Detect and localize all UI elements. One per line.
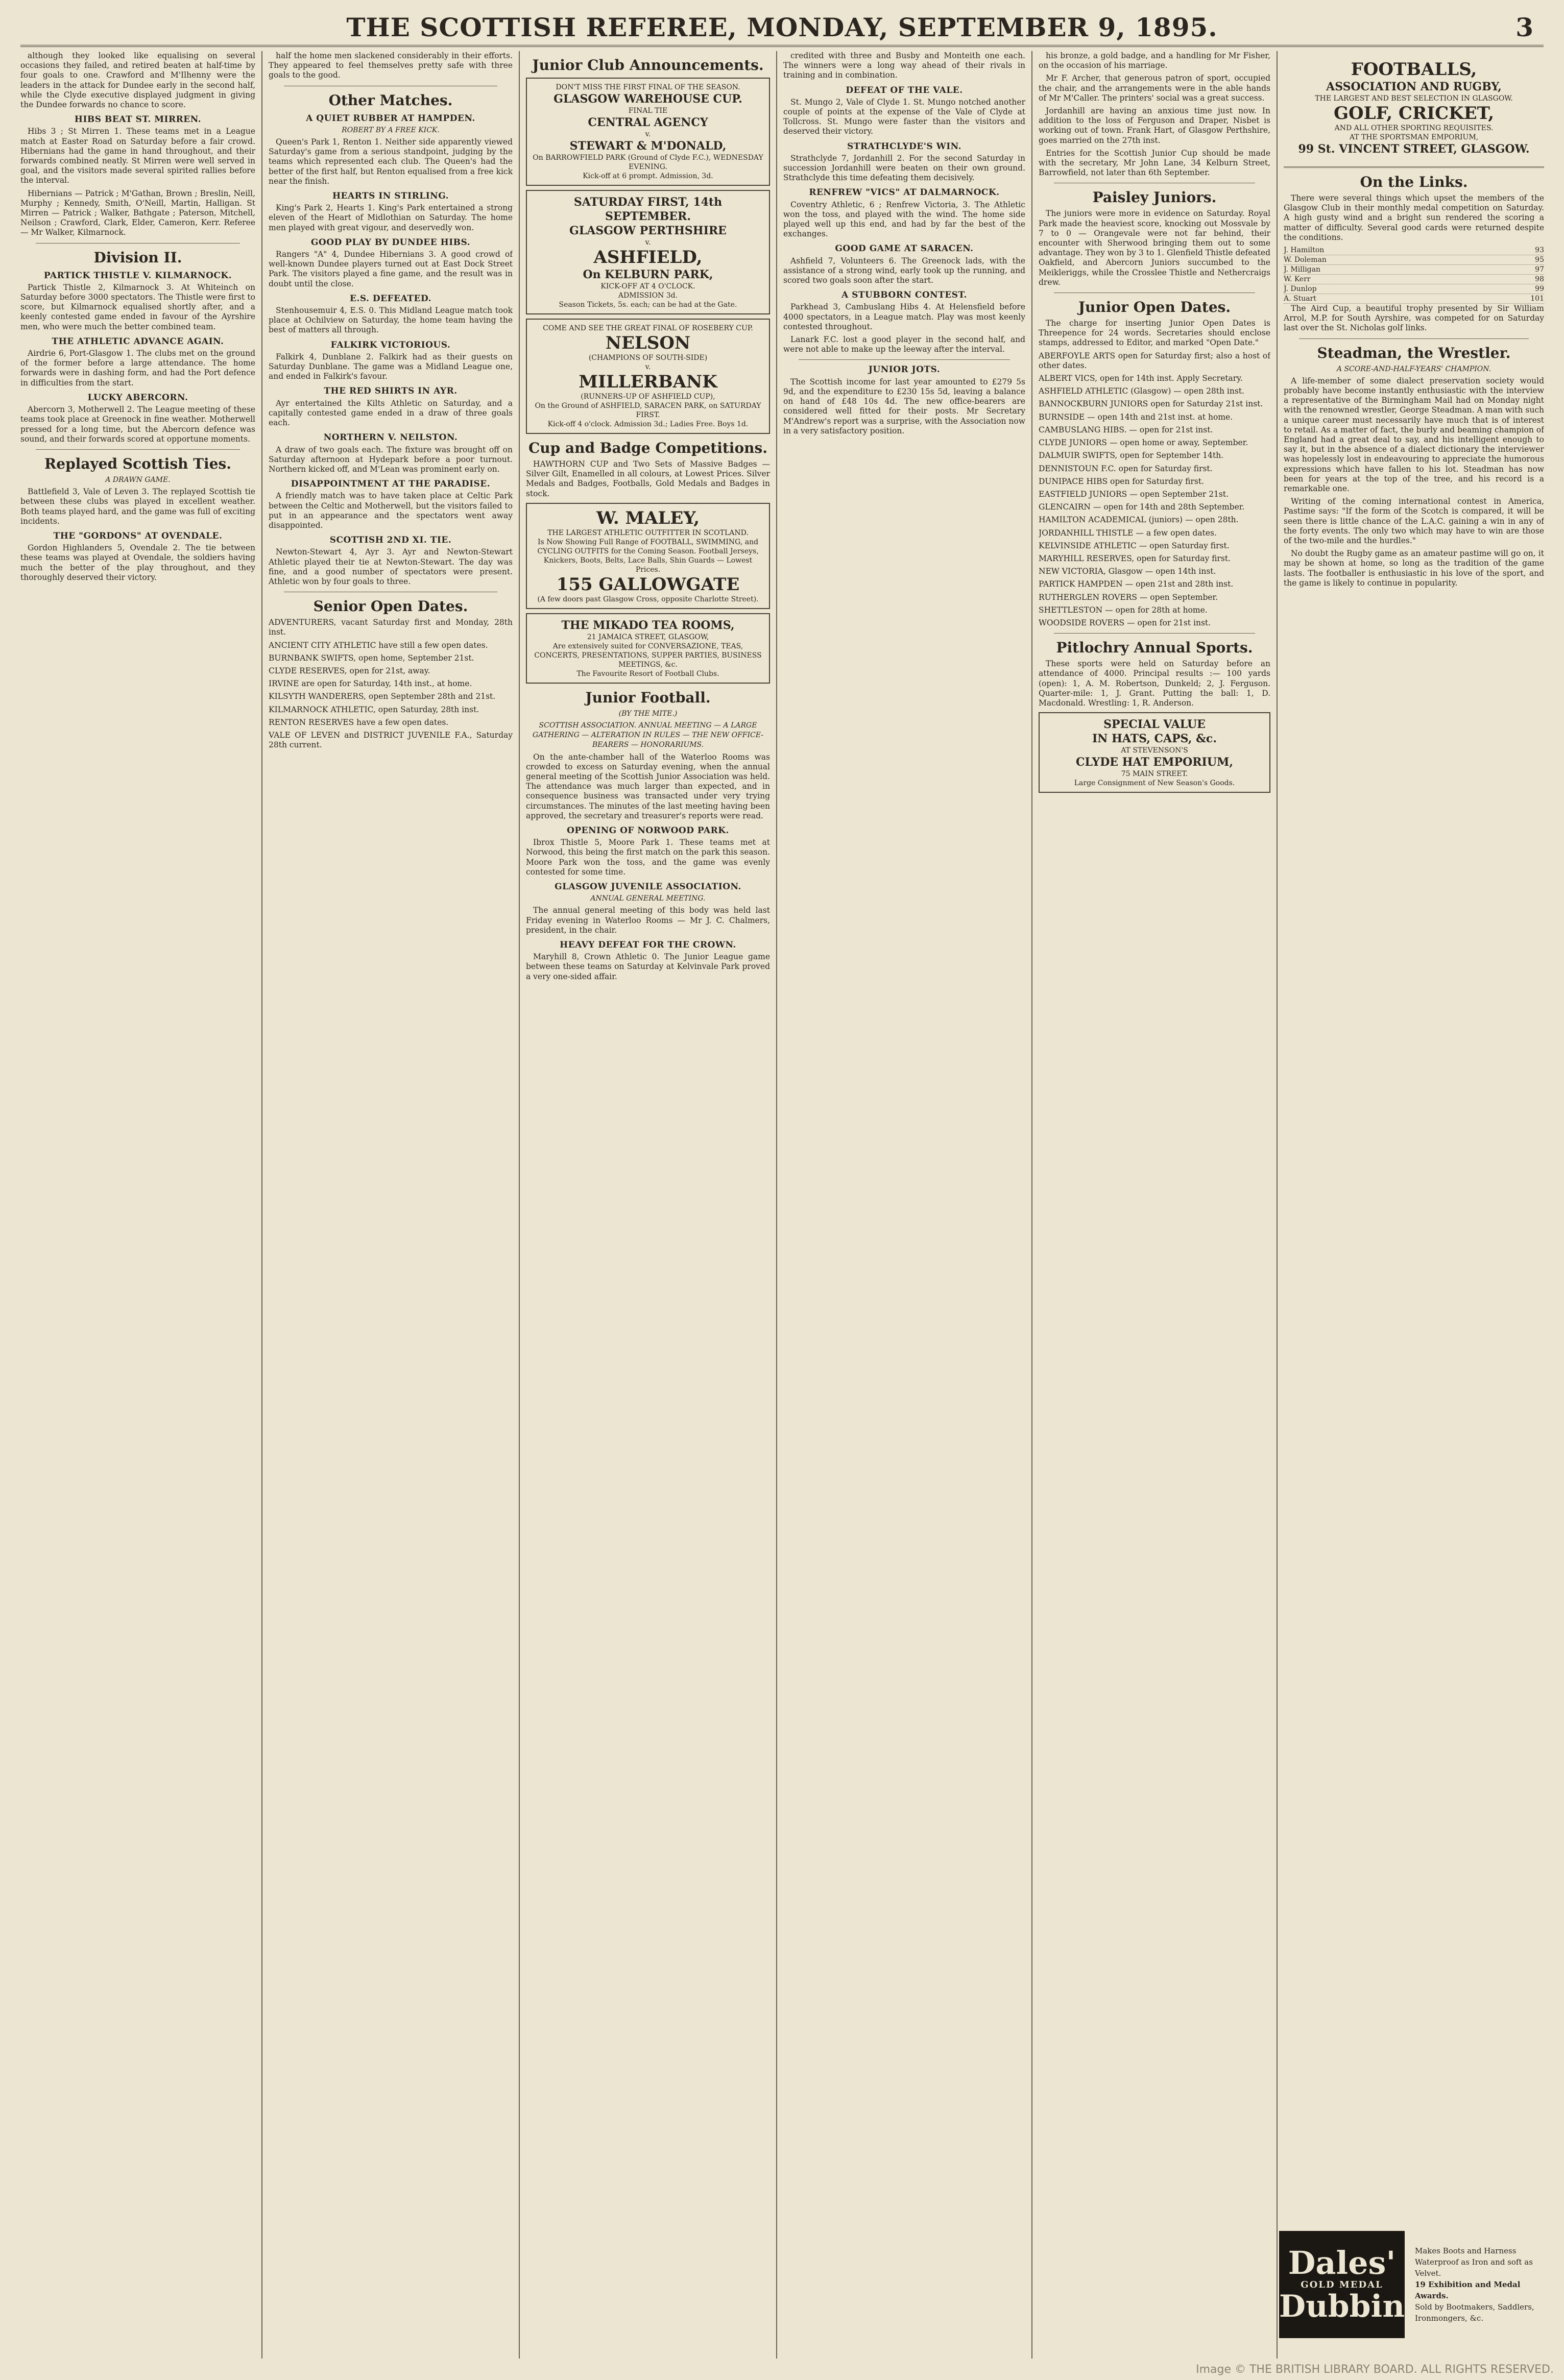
article-heading: THE ATHLETIC ADVANCE AGAIN. [52,336,224,347]
junior-open-dates-list [1039,351,1270,628]
player-score: 98 [1535,275,1544,284]
article-heading: E.S. DEFEATED. [349,293,432,304]
open-date-item: KILSYTH WANDERERS, open September 28th and 21st. [269,692,496,701]
article-heading: GOOD GAME AT SARACEN. [835,244,974,254]
open-date-item: WOODSIDE ROVERS — open for 21st inst. [1039,618,1211,627]
maley-ad [526,503,770,609]
ad-team: ASHFIELD, [593,247,703,268]
ad-text: 19 Exhibition and Medal Awards. [1414,2280,1521,2300]
open-date-item: MARYHILL RESERVES, open for Saturday first. [1039,553,1231,563]
article-text: King's Park 2, Hearts 1. King's Park entertained a strong eleven of the Heart of Midlothian on Saturday. The home men played with great vigour, and deservedly won. [269,203,513,232]
article-heading: SCOTTISH 2ND XI. TIE. [329,535,452,546]
article-text: Falkirk 4, Dunblane 2. Falkirk had as their guests on Saturday Dunblane. The game was a Midland League one, and ended in Falkirk's favour. [269,352,513,381]
article-heading: HEAVY DEFEAT FOR THE CROWN. [560,940,736,951]
logo-text: Dubbin [1279,2288,1405,2324]
article-heading: DISAPPOINTMENT AT THE PARADISE. [291,479,491,490]
open-date-item: DENNISTOUN F.C. open for Saturday first. [1039,464,1213,473]
article-text: HAWTHORN CUP and Two Sets of Massive Badges — Silver Gilt, Enamelled in all colours, at Lowest Prices. Silver Medals and Badges, Footballs, Gold Medals and Badges in stock. [526,459,770,498]
open-date-item: ANCIENT CITY ATHLETIC have still a few open dates. [269,640,488,650]
ad-address: 75 MAIN STREET. [1121,770,1188,779]
ad-text: Kick-off at 6 prompt. Admission, 3d. [583,172,713,180]
open-date-item: DUNIPACE HIBS open for Saturday first. [1039,476,1204,486]
ad-text: CLYDE HAT EMPORIUM, [1075,756,1234,769]
divider [36,449,240,450]
article-text: A draw of two goals each. The fixture was brought off on Saturday afternoon at Hydepark before a poor turnout. Northern kicked off, and M'Lean was prominent early on. [269,445,513,474]
article-text: Coventry Athletic, 6 ; Renfrew Victoria, 3. The Athletic won the toss, and played with the wind. The home side played well up this end, and had by far the best of the exchanges. [783,200,1025,239]
ad-text: GOLF, CRICKET, [1333,103,1495,124]
ad-text: THE LARGEST AND BEST SELECTION IN GLASGOW. [1315,94,1513,103]
byline: (BY THE MITE.) [618,709,678,718]
open-date-item: HAMILTON ACADEMICAL (juniors) — open 28th. [1039,515,1239,525]
article-heading: A STUBBORN CONTEST. [841,290,967,301]
open-date-item: ADVENTURERS, vacant Saturday first and Monday, 28th inst. [269,618,513,637]
stevenson-hat-ad [1039,712,1270,793]
ad-text: v. [645,238,651,247]
open-date-item: BURNBANK SWIFTS, open home, September 21st. [269,653,474,663]
article-heading: OPENING OF NORWOOD PARK. [567,825,729,836]
dales-dubbin-logo [1279,2231,1405,2338]
ad-text: v. [645,130,651,138]
open-date-item: VALE OF LEVEN and DISTRICT JUVENILE F.A., Saturday 28th current. [269,730,513,750]
open-date-item: ASHFIELD ATHLETIC (Glasgow) — open 28th inst. [1039,386,1244,396]
article-text: Ibrox Thistle 5, Moore Park 1. These teams met at Norwood, this being the first match on the park this season. Moore Park won the toss, and the game was evenly contested for some time. [526,838,770,877]
player-name: J. Hamilton [1284,246,1325,255]
ad-text: Season Tickets, 5s. each; can be had at the Gate. [559,301,737,309]
ad-text: On BARROWFIELD PARK (Ground of Clyde F.C.), WEDNESDAY EVENING. [533,154,763,171]
ad-text: Kick-off 4 o'clock. Admission 3d.; Ladies Free. Boys 1d. [547,420,749,428]
open-date-item: SHETTLESTON — open for 28th at home. [1039,605,1208,615]
open-date-item: BURNSIDE — open 14th and 21st inst. at home. [1039,412,1233,422]
article-subheading: SCOTTISH ASSOCIATION. ANNUAL MEETING — A LARGE GATHERING — ALTERATION IN RULES — THE NEW OFFICE-BEARERS — HONORARIUMS. [533,721,763,749]
player-score: 101 [1530,295,1544,303]
section-heading: Cup and Badge Competitions. [528,440,767,456]
article-text: The annual general meeting of this body was held last Friday evening in Waterloo Rooms — Mr J. C. Chalmers, president, in the chair. [526,906,770,935]
rosebery-cup-ad [526,319,770,434]
article-heading: THE "GORDONS" AT OVENDALE. [53,530,223,541]
article-subheading: A SCORE-AND-HALF-YEARS' CHAMPION. [1336,365,1491,373]
player-name: W. Kerr [1284,275,1311,284]
ad-team: STEWART & M'DONALD, [569,139,727,153]
article-text: The Scottish income for last year amounted to £279 5s 9d, and the expenditure to £230 15s 5d, leaving a balance on hand of £48 10s 4d. The new office-bearers are considered well fitted for their posts. Mr Secretary M'Andrew's report was a surprise, with the Association now in a very satisfactory position. [783,377,1025,435]
article-text: The charge for inserting Junior Open Dates is Threepence for 24 words. Secretaries should enclose stamps, addressed to Editor, and marked "Open Date." [1039,319,1270,348]
player-score: 93 [1535,246,1544,255]
open-date-item: NEW VICTORIA, Glasgow — open 14th inst. [1039,567,1216,576]
section-heading: Replayed Scottish Ties. [44,455,231,472]
open-date-item: ABERFOYLE ARTS open for Saturday first; also a host of other dates. [1039,351,1270,370]
ad-address: 99 St. VINCENT STREET, GLASGOW. [1298,142,1530,156]
article-heading: HIBS BEAT ST. MIRREN. [74,114,202,125]
ad-text: (CHAMPIONS OF SOUTH-SIDE) [588,354,708,362]
ad-text: AT THE SPORTSMAN EMPORIUM, [1349,133,1479,141]
section-heading: Junior Club Announcements. [532,57,764,74]
page-number: 3 [1515,12,1533,42]
article-text: Partick Thistle 2, Kilmarnock 3. At Whiteinch on Saturday before 3000 spectators. The Thistle were first to score, but Kilmarnock equalised shortly after, and a keenly contested game ended in favour of the Ayrshire men, who were much the better combined team. [20,282,255,331]
table-row [1284,246,1544,255]
section-heading: Steadman, the Wrestler. [1317,344,1511,361]
table-row [1284,265,1544,275]
article-text: Ashfield 7, Volunteers 6. The Greenock lads, with the assistance of a strong wind, early took up the running, and scored two goals soon after the start. [783,256,1025,285]
player-score: 95 [1535,256,1544,264]
ad-team: MILLERBANK [579,372,717,392]
divider [1284,166,1544,168]
article-text: A life-member of some dialect preservation society would probably have become instantly enthusiastic with the interview a representative of the Birmingham Mail had on Monday night with the renowned wrestler, George Steadman. A man with such a unique career must necessarily have much that is of interest to retail. As a matter of fact, the burly and beaming champion of England had a great deal to say, and his intelligent enough to say it, but in the absence of a dialect dictionary the interviewer was hopelessly lost in endeavouring to appreciate the humorous expressions which have fallen to his lot. Steadman has now been for years at the top of the tree, and his record is a remarkable one. [1284,376,1544,494]
ad-text: Is Now Showing Full Range of FOOTBALL, SWIMMING, and CYCLING OUTFITS for the Coming Season. Football Jerseys, Knickers, Boots, Belts, Lace Balls, Shin Guards — Lowest Prices. [537,538,759,574]
article-text: Writing of the coming international contest in America, Pastime says: "If the form of the Scotch is compared, it will be seen there is little chance of the L.A.C. gaining a win in any of the forty events. The only two which may have to win are those of the two-mile and the hurdles." [1284,497,1544,546]
section-heading: Junior Football. [585,689,711,706]
article-heading: JUNIOR JOTS. [868,365,941,375]
divider [1054,633,1255,634]
footballs-ad [1284,55,1544,160]
ad-text: ADMISSION 3d. [618,292,678,300]
article-text: Stenhousemuir 4, E.S. 0. This Midland League match took place at Ochilview on Saturday, the home team having the best of matters all through. [269,306,513,335]
ad-text: Makes Boots and Harness Waterproof as Iron and soft as Velvet. [1414,2246,1533,2278]
section-heading: Junior Open Dates. [1078,299,1231,316]
article-subheading: ANNUAL GENERAL MEETING. [590,894,706,903]
senior-open-dates-list [269,618,513,750]
warehouse-cup-ad [526,78,770,186]
ad-team: NELSON [605,333,691,353]
ad-title: GLASGOW WAREHOUSE CUP. [554,92,742,106]
ad-text: (RUNNERS-UP OF ASHFIELD CUP), [581,393,715,401]
open-date-item: JORDANHILL THISTLE — a few open dates. [1039,528,1217,538]
section-heading: On the Links. [1360,174,1468,190]
article-text: Lanark F.C. lost a good player in the second half, and were not able to make up the leeway after the interval. [783,335,1025,354]
player-name: J. Milligan [1284,265,1320,274]
article-text: There were several things which upset the members of the Glasgow Club in their monthly medal competition on Saturday. A high gusty wind and a bright sun rendered the scoring a matter of difficulty. Several good cards were returned despite the conditions. [1284,193,1544,242]
article-text: half the home men slackened considerably in their efforts. They appeared to feel themselves pretty safe with three goals to the good. [269,51,513,80]
article-text: his bronze, a gold badge, and a handling for Mr Fisher, on the occasion of his marriage. [1039,51,1270,70]
ad-team: GLASGOW PERTHSHIRE [569,224,727,237]
open-date-item: EASTFIELD JUNIORS — open September 21st. [1039,489,1229,499]
article-heading: RENFREW "VICS" AT DALMARNOCK. [809,187,1000,198]
ad-text: On KELBURN PARK, [583,268,713,281]
ad-title: SPECIAL VALUE [1103,718,1206,732]
open-date-item: RUTHERGLEN ROVERS — open September. [1039,592,1218,602]
article-text: Hibernians — Patrick ; M'Gathan, Brown ; Breslin, Neill, Murphy ; Kennedy, Smith, O'Neill, Martin, Halligan. St Mirren — Patrick ; Walker, Bathgate ; Paterson, Mitchell, Neilson ; Crawford, Clark, Elder, Cameron, Kerr. Referee — Mr Walker, Kilmarnock. [20,188,255,237]
article-heading: STRATHCLYDE'S WIN. [847,141,962,152]
ad-text: Sold by Bootmakers, Saddlers, Ironmongers, &c. [1414,2302,1534,2323]
column-rule [1031,51,1032,2359]
ad-text: v. [645,363,651,371]
section-heading: Pitlochry Annual Sports. [1056,639,1253,657]
column-rule [1277,51,1278,2359]
article-text: Mr F. Archer, that generous patron of sport, occupied the chair, and the arrangements were in the able hands of Mr M'Caller. The printers' social was a great success. [1039,74,1270,103]
article-heading: THE RED SHIRTS IN AYR. [324,386,458,397]
masthead-title: THE SCOTTISH REFEREE, MONDAY, SEPTEMBER 9, 1895. [346,12,1218,42]
ad-text: THE LARGEST ATHLETIC OUTFITTER IN SCOTLAND. [547,528,749,537]
article-text: credited with three and Busby and Monteith one each. The winners were a long way ahead of their rivals in training and in combination. [783,51,1025,80]
open-date-item: KILMARNOCK ATHLETIC, open Saturday, 28th inst. [269,705,479,714]
open-date-item: BANNOCKBURN JUNIORS open for Saturday 21st inst. [1039,399,1263,409]
ad-text: Large Consignment of New Season's Goods. [1074,779,1235,788]
player-name: A. Stuart [1284,295,1316,303]
ad-title: W. MALEY, [596,507,700,528]
article-subheading: ROBERT BY A FREE KICK. [342,126,440,134]
divider [36,243,240,244]
open-date-item: IRVINE are open for Saturday, 14th inst., at home. [269,679,472,689]
ad-title: SATURDAY FIRST, 14th SEPTEMBER. [573,196,723,223]
ad-address: 155 GALLOWGATE [556,574,740,595]
article-heading: FALKIRK VICTORIOUS. [330,339,451,350]
section-heading: Division II. [93,249,182,266]
ad-text: FINAL TIE [628,107,668,115]
article-text: Entries for the Scottish Junior Cup should be made with the secretary, Mr John Lane, 34 Kelburn Street, Barrowfield, not later than 6th September. [1039,148,1270,178]
column-rule [261,51,262,2359]
divider [1299,338,1529,339]
column-4 [783,51,1025,2348]
ad-text: IN HATS, CAPS, &c. [1092,732,1217,746]
ad-text: Are extensively suited for CONVERSAZIONE, TEAS, CONCERTS, PRESENTATIONS, SUPPER PARTIES, BUSINESS MEETINGS, &c. [534,642,762,669]
table-row [1284,255,1544,265]
article-text: St. Mungo 2, Vale of Clyde 1. St. Mungo notched another couple of points at the expense of the Vale of Clyde at Tollcross. St. Mungo were faster than the visitors and deserved their victory. [783,97,1025,136]
mikado-ad [526,613,770,684]
article-text: Queen's Park 1, Renton 1. Neither side apparently viewed Saturday's game from a serious standpoint, judging by the teams which represented each club. The Queen's had the better of the first half, but Renton equalised from a free kick near the finish. [269,137,513,186]
article-text: Battlefield 3, Vale of Leven 3. The replayed Scottish tie between these clubs was played in excellent weather. Both teams played hard, and the game was full of exciting incidents. [20,487,255,526]
article-heading: DEFEAT OF THE VALE. [846,85,963,95]
article-text: Airdrie 6, Port-Glasgow 1. The clubs met on the ground of the former before a large attendance. The home forwards were in dashing form, and had the Port defence in difficulties from the start. [20,349,255,387]
perthshire-ad [526,190,770,314]
article-heading: A QUIET RUBBER AT HAMPDEN. [306,113,475,124]
masthead [20,9,1544,47]
column-1 [20,51,255,2348]
logo-text: GOLD MEDAL [1301,2279,1383,2290]
ad-title: THE MIKADO TEA ROOMS, [561,618,735,632]
article-heading: LUCKY ABERCORN. [87,392,188,403]
ad-text: COME AND SEE THE GREAT FINAL OF ROSEBERY CUP. [543,324,753,332]
table-row [1284,294,1544,304]
article-text: Hibs 3 ; St Mirren 1. These teams met in a League match at Easter Road on Saturday before a fair crowd. Hibernians had the game in hand throughout, and their forwards combined neatly. St Mirren were well served in goal, and the visitors made several spirited rallies before the interval. [20,127,255,185]
open-date-item: DALMUIR SWIFTS, open for September 14th. [1039,451,1224,460]
open-date-item: CLYDE RESERVES, open for 21st, away. [269,666,430,675]
table-row [1284,284,1544,294]
dales-dubbin-text [1415,2245,1545,2324]
table-row [1284,275,1544,284]
ad-team: CENTRAL AGENCY [588,116,708,129]
section-heading: Senior Open Dates. [313,598,468,615]
article-text: Ayr entertained the Kilts Athletic on Saturday, and a capitally contested game ended in a draw of three goals each. [269,398,513,428]
article-text: Abercorn 3, Motherwell 2. The League meeting of these teams took place at Greenock in fine weather. Motherwell pressed for a long time, but the Abercorn defence was sound, and their forwards scored at opportune moments. [20,405,255,444]
ad-text: AND ALL OTHER SPORTING REQUISITES. [1334,124,1494,132]
article-heading: HEARTS IN STIRLING. [332,191,449,202]
open-date-item: CAMBUSLANG HIBS. — open for 21st inst. [1039,425,1213,434]
article-text: Gordon Highlanders 5, Ovendale 2. The tie between these teams was played at Ovendale, the soldiers having much the better of the play throughout, and they thoroughly deserved their victory. [20,543,255,582]
article-text: No doubt the Rugby game as an amateur pastime will go on, it may be shown at home, so long as the tradition of the game lasts. The footballer is enthusiastic in his love of the sport, and the game is likely to continue in popularity. [1284,549,1544,588]
player-score: 99 [1535,285,1544,294]
ad-text: (A few doors past Glasgow Cross, opposite Charlotte Street). [537,595,759,603]
article-text: Rangers "A" 4, Dundee Hibernians 3. A good crowd of well-known Dundee players turned out at East Dock Street Park. The visitors played a fine game, and the result was in doubt until the close. [269,250,513,288]
article-text: Newton-Stewart 4, Ayr 3. Ayr and Newton-Stewart Athletic played their tie at Newton-Stewart. The day was fine, and a good number of spectators were present. Athletic won by four goals to three. [269,547,513,586]
ad-text: The Favourite Resort of Football Clubs. [576,669,719,678]
column-3 [526,51,770,2348]
ad-address: 21 JAMAICA STREET, GLASGOW, [587,633,709,641]
column-rule [776,51,777,2359]
article-text: although they looked like equalising on several occasions they failed, and retired beaten at half-time by four goals to one. Crawford and M'Ilhenny were the leaders in the attack for Dundee early in the second half, while the Clyde executive displayed judgment in giving the Dundee forwards no chance to score. [20,51,255,110]
article-heading: GLASGOW JUVENILE ASSOCIATION. [555,882,741,892]
column-6 [1284,51,1544,2216]
open-date-item: RENTON RESERVES have a few open dates. [269,717,449,727]
player-score: 97 [1535,265,1544,274]
open-date-item: PARTICK HAMPDEN — open 21st and 28th inst. [1039,579,1234,589]
article-text: Jordanhill are having an anxious time just now. In addition to the loss of Ferguson and Draper, Nisbet is working out of town. Frank Hart, of Glasgow Perthshire, goes married on the 27th inst. [1039,106,1270,145]
ad-text: On the Ground of ASHFIELD, SARACEN PARK, on SATURDAY FIRST. [535,402,761,419]
golf-scores-table [1284,246,1544,304]
ad-text: ASSOCIATION AND RUGBY, [1326,80,1502,93]
article-text: On the ante-chamber hall of the Waterloo Rooms was crowded to excess on Saturday evening, when the annual general meeting of the Scottish Junior Association was held. The attendance was much larger than expected, and in consequence business was transacted under very trying circumstances. The minutes of the last meeting having been approved, the secretary and treasurer's reports were read. [526,752,770,820]
open-date-item: ALBERT VICS, open for 14th inst. Apply Secretary. [1039,374,1243,383]
article-heading: PARTICK THISTLE V. KILMARNOCK. [43,270,232,281]
logo-text: Dales' [1288,2244,1396,2281]
ad-text: DON'T MISS THE FIRST FINAL OF THE SEASON. [556,83,740,91]
article-heading: NORTHERN V. NEILSTON. [323,432,458,443]
column-5 [1039,51,1270,2348]
article-text: A friendly match was to have taken place at Celtic Park between the Celtic and Motherwell, but the visitors failed to put in an appearance and the spectators went away disappointed. [269,491,513,530]
article-text: The juniors were more in evidence on Saturday. Royal Park made the heaviest score, knocking out Mossvale by 7 to 0 — Orangevale were not far behind, their encounter with Sherwood bringing them out to some advantage. They won by 3 to 1. Glenfield Thistle defeated Oakfield, and Abercorn Juniors succumbed to the Meikleriggs, while the Crosslee Thistle and Nethercraigs drew. [1039,209,1270,287]
open-date-item: GLENCAIRN — open for 14th and 28th September. [1039,502,1245,512]
article-text: These sports were held on Saturday before an attendance of 4000. Principal results :— 100 yards (open): 1, A. M. Robertson, Dunkeld; 2, J. Ferguson. Quarter-mile: 1, J. Grant. Putting the ball: 1, D. Macdonald. Wrestling: 1, R. Anderson. [1039,659,1270,708]
section-heading: Paisley Juniors. [1092,189,1217,206]
ad-text: KICK-OFF AT 4 O'CLOCK. [600,282,695,290]
open-date-item: CLYDE JUNIORS — open home or away, September. [1039,438,1248,448]
column-rule [519,51,520,2359]
article-text: The Aird Cup, a beautiful trophy presented by Sir William Arrol, M.P. for South Ayrshire, was competed for on Saturday last over the St. Nicholas golf links. [1284,304,1544,333]
ad-title: FOOTBALLS, [1351,59,1477,80]
open-date-item: KELVINSIDE ATHLETIC — open Saturday first. [1039,541,1230,550]
article-text: Parkhead 3, Cambuslang Hibs 4. At Helensfield before 4000 spectators, in a League match. Play was most keenly contested throughout. [783,302,1025,331]
article-text: Maryhill 8, Crown Athletic 0. The Junior League game between these teams on Saturday at Kelvinvale Park proved a very one-sided affair. [526,952,770,981]
section-heading: Other Matches. [328,91,453,109]
player-name: J. Dunlop [1284,285,1317,294]
divider [799,359,1010,360]
dales-dubbin-ad [1279,2226,1545,2343]
article-heading: GOOD PLAY BY DUNDEE HIBS. [310,237,471,248]
article-subheading: A DRAWN GAME. [105,475,171,484]
player-name: W. Doleman [1284,256,1327,264]
ad-text: AT STEVENSON'S [1121,746,1188,755]
image-credit: Image © THE BRITISH LIBRARY BOARD. ALL RIGHTS RESERVED. [1196,2363,1554,2376]
article-text: Strathclyde 7, Jordanhill 2. For the second Saturday in succession Jordanhill were beaten on their own ground. Strathclyde this time defeating them decisively. [783,153,1025,183]
column-2 [269,51,513,2348]
